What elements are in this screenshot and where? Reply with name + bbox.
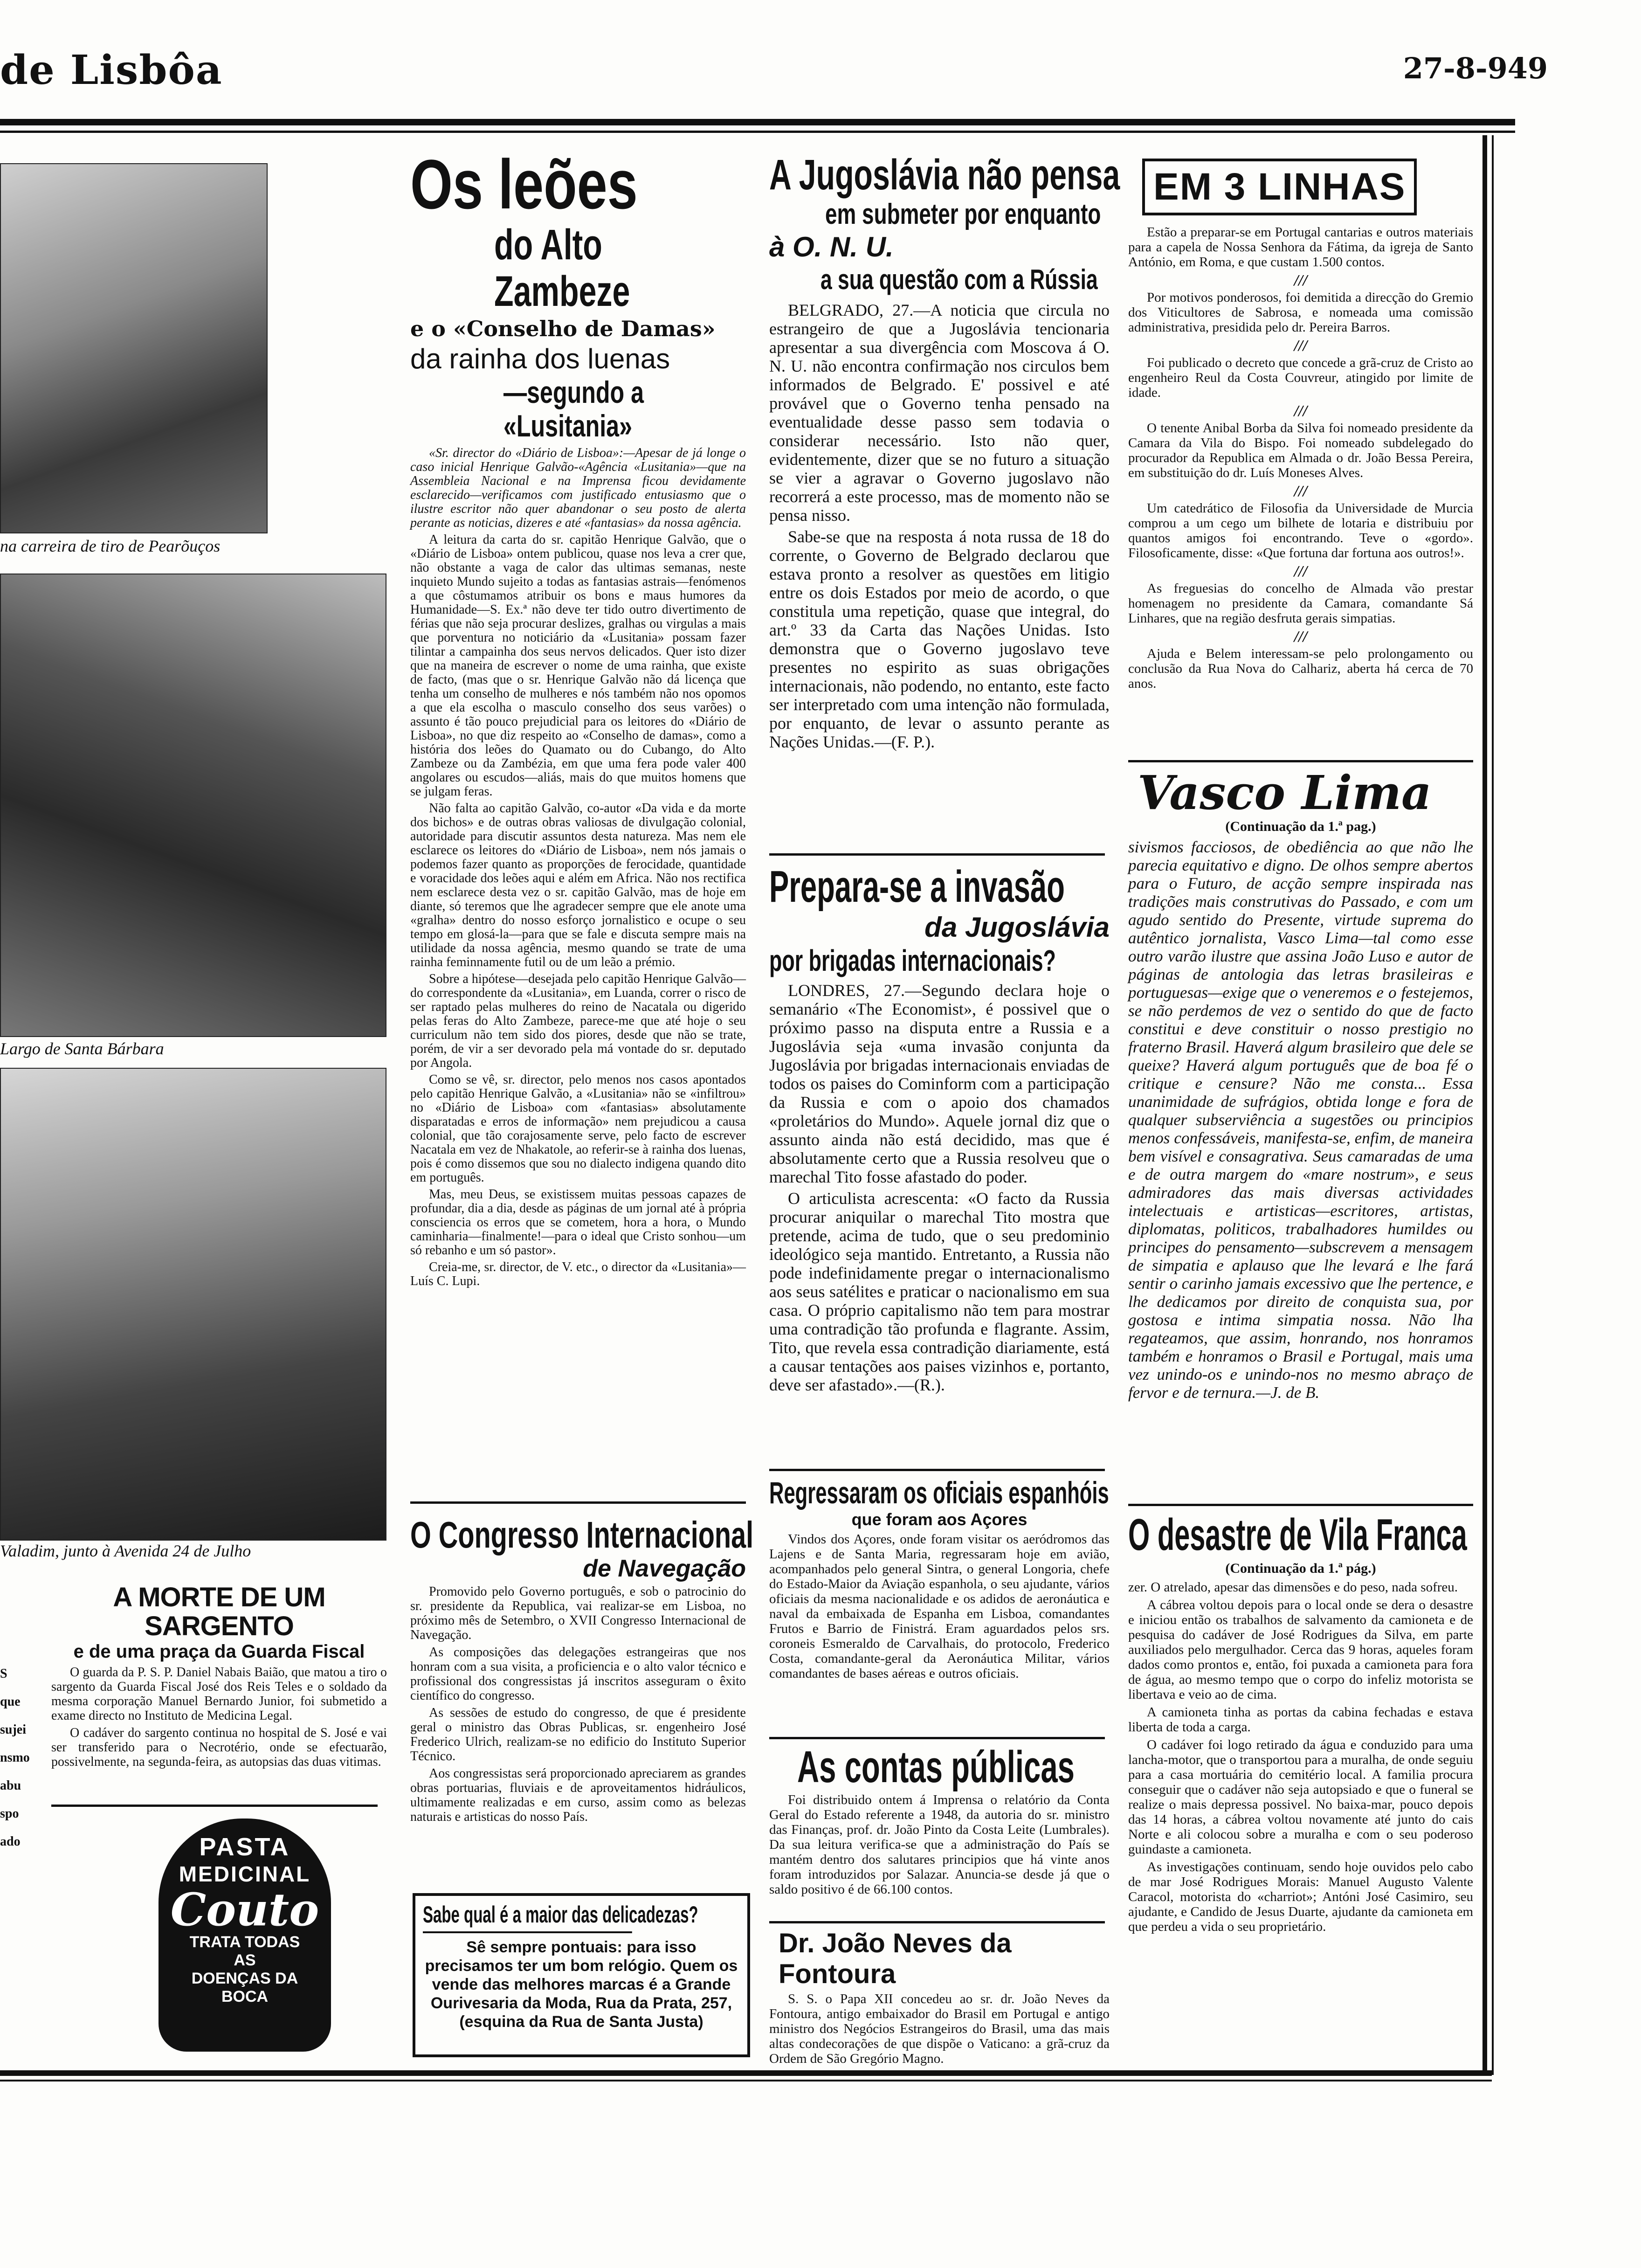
- masthead: de Lisbôa: [0, 47, 223, 94]
- leoes-p3: Não falta ao capitão Galvão, co-autor «Da vida e da morte dos bichos» e de outras obras valiosas de divulgação colonial, autoridade para discutir assuntos desta natureza. Mas nem ele esclarece os leitores do «Diário de Lisboa», nem nós jamais o podemos fazer quanto as proporções de ferocidade, quantidade e voracidade dos leões aqui e além em Africa. Não nos rectifica nem esclarece desta vez o sr. capitão Galvão, mas de hoje em diante, só teremos que lhe agradecer sempre que ele anote uma «gralha» dentro do nosso esforço jornalistico e ocupe o seu tempo em glosá-la—para que se fale e discuta sempre mais na utilidade da nossa agência, mesmo quando se trate de uma rainha feminnamente futil ou de um leão a prémio.: [410, 801, 746, 969]
- contas-p1: Foi distribuido ontem á Imprensa o relatório da Conta Geral do Estado referente a 1948, da autoria do sr. ministro das Finanças, prof. dr. João Pinto da Costa Leite (Lumbrales). Da sua leitura verifica-se que a administração do País se mantém dentro dos salutares principios que há vinte anos foram introduzidos por Salazar. Anuncia-se desde já que o saldo positivo é de 66.100 contos.: [769, 1792, 1110, 1897]
- ad-ourivesaria-text: Sê sempre pontuais: para isso precisamos ter um bom relógio. Quem os vende das melhores marcas é a Grande Ourivesaria da Moda, Rua da Prata, 257, (esquina da Rua de Santa Justa): [425, 1938, 738, 2031]
- photo-santa-barbara: [0, 574, 386, 1037]
- vasco-subtitle: (Continuação da 1.ª pag.): [1225, 819, 1376, 834]
- congresso-p4: Aos congressistas será proporcionado apreciarem as grandes obras portuarias, fluviais e de aproveitamentos hidráulicos, ultimamente realizadas e em curso, assim como as belezas naturais e artisticas do nosso País.: [410, 1766, 746, 1824]
- tres-linhas-sep-5: ///: [1294, 563, 1308, 580]
- sargento-subtitle: e de uma praça da Guarda Fiscal: [73, 1641, 365, 1662]
- tres-linhas-item-4: O tenente Anibal Borba da Silva foi nomeado presidente da Camara da Vila do Bispo. Foi nomeado subdelegado do procurador da Republica em Almada o dr. João Bessa Pereira, em substituição do dr. Luís Moneses Alves.: [1128, 421, 1473, 480]
- fontoura-title: Dr. João Neves da Fontoura: [779, 1928, 1012, 1989]
- photo-pedrouços: [0, 163, 268, 533]
- ad-couto-l3: Couto: [170, 1883, 319, 1936]
- vasco-rule: [1128, 1504, 1473, 1506]
- jugoslavia-sub1: em submeter por enquanto: [825, 198, 1101, 230]
- article-contas: [769, 1744, 1110, 1900]
- desastre-p4: O cadáver foi logo retirado da água e conduzido para uma lancha-motor, que o transportou para a muralha, de onde seguiu para a casa mortuária do cemitério local. A familia procura conseguir que o cadáver não seja autopsiado e que o funeral se realize o mais depressa possivel. No baixa-mar, pouco depois das 14 horas, a cábrea voltou novamente até junto do cais Norte e ali colocou sobre a muralha e com o seu poderoso guindaste a camioneta.: [1128, 1737, 1473, 1857]
- tres-linhas-item-5: Um catedrático de Filosofia da Universidade de Murcia comprou a um cego um bilhete de lotaria e distribuiu por quantos amigos foi encontrando. Teve o «gordo». Filosoficamente, disse: «Que fortuna dar fortuna aos outros!».: [1128, 501, 1473, 560]
- article-fontoura: [769, 1928, 1110, 2069]
- oficiais-rule: [769, 1737, 1105, 1739]
- leoes-p2: A leitura da carta do sr. capitão Henrique Galvão, que o «Diário de Lisboa» ontem publicou, quase nos leva a crer que, não obstante a vaga de calor das ultimas semanas, neste inquieto Mundo sujeito a todas as fantasias astrais—fenómenos a que côstumamos atribuir os bons e maus humores da Humanidade—S. Ex.ª não deve ter tido outro divertimento de férias que não seja procurar deslizes, gralhas ou virgulas a mais que porventura no noticiário da «Lusitania» possam fazer tilintar a campainha dos seus nervos delicados. Quer isto dizer que na maneira de escrever o nome de uma rainha, que existe de facto, (mas que o sr. Henrique Galvão não dá licença que tenha um conselho de mulheres e nós também não nos opomos a que ela escolha o masculo conselho dos seus varões) o assunto é tão pouco prejudicial para os leitores do «Diário de Lisboa», no que diz respeito ao «Conselho de damas», como a história dos leões do Quamato ou do Cubango, do Alto Zambeze ou da Zambézia, em que uma fera pode valer 400 angolares ou escudos—aliás, mais do que muitos homens que se julgam feras.: [410, 532, 746, 799]
- invasao-p2: O articulista acrescenta: «O facto da Russia procurar aniquilar o marechal Tito mostra que pretende, acima de tudo, que o seu predominio ideológico seja mantido. Entretanto, a Russia não pode indefinidamente pregar o internacionalismo aos seus satélites e praticar o nacionalismo em sua casa. O próprio capitalismo não tem para mostrar uma contradição tão profunda e flagrante. Assim, Tito, que revela essa contradição diariamente, está a causar tentações aos paises vizinhos e, portanto, deve ser afastado».—(R.).: [769, 1189, 1110, 1394]
- fontoura-p1: S. S. o Papa XII concedeu ao sr. dr. João Neves da Fontoura, antigo embaixador do Brasil em Portugal e antigo ministro dos Negócios Estrangeiros do Brasil, uma das mais altas condecorações de que dispõe o Vaticano: a grã-cruz da Ordem de São Gregório Magno.: [769, 1991, 1110, 2066]
- congresso-subtitle: de Navegação: [583, 1555, 746, 1582]
- jugoslavia-rule: [769, 853, 1105, 856]
- leoes-sub2: e o «Conselho de Damas»: [410, 316, 716, 341]
- desastre-p3: A camioneta tinha as portas da cabina fechadas e estava liberta de toda a carga.: [1128, 1705, 1473, 1735]
- article-desastre: [1128, 1511, 1473, 1937]
- leoes-rule: [410, 1501, 746, 1504]
- invasao-title: Prepara-se a invasão: [769, 862, 1065, 912]
- article-tres-linhas: [1128, 159, 1473, 694]
- tres-linhas-rule: [1128, 760, 1473, 762]
- header-rule-top: [0, 119, 1515, 125]
- oficiais-subtitle: que foram aos Açores: [851, 1510, 1027, 1529]
- jugoslavia-title: A Jugoslávia não pensa: [769, 151, 1120, 199]
- leoes-p4: Sobre a hipótese—desejada pelo capitão Henrique Galvão—do correspondente da «Lusitania», em Luanda, correr o risco de ser raptado pelas mulheres do reino de Nacatala ou digerido pelas feras do Alto Zambeze, parece-me que até hoje o seu curriculum não tem sido dos piores, desde que não se trate, porém, de vir a ser devorado pela má vontade do sr. deputado por Angola.: [410, 972, 746, 1070]
- jugoslavia-p1: BELGRADO, 27.—A noticia que circula no estrangeiro de que a Jugoslávia tencionaria apresentar a sua divergência com Moscova á O. N. U. não encontra confirmação nos circulos bem informados de Belgrado. E' possivel e até provável que o Governo tenha pensado na eventualidade desse passo sem todavia o considerar necessário. Isto não quer, evidentemente, dizer que se no futuro a situação se vier a agravar o Governo jugoslavo não recorrerá a este processo, mas de momento não se pensa nisso.: [769, 301, 1110, 525]
- desastre-subtitle: (Continuação da 1.ª pág.): [1225, 1561, 1376, 1576]
- tres-linhas-sep-4: ///: [1294, 483, 1308, 500]
- tres-linhas-item-6: As freguesias do concelho de Almada vão prestar homenagem no presidente da Camara, comandante Sá Linhares, que na região desfruta gerais simpatias.: [1128, 581, 1473, 626]
- congresso-title: O Congresso Internacional: [410, 1514, 754, 1556]
- tres-linhas-sep-1: ///: [1294, 272, 1308, 289]
- article-congresso: [410, 1514, 754, 1827]
- ad-pasta-couto: [159, 1819, 331, 2052]
- leoes-p5: Como se vê, sr. director, pelo menos nos casos apontados pelo capitão Henrique Galvão, a «Lusitania» não se «infiltrou» no «Diário de Lisboa» com «fantasias» absolutamente disparatadas e erros de informação» nem prejudicou a causa colonial, que tão corajosamente serve, pelo facto de escrever Nacatala em vez de Nhakatole, ao referir-se à rainha dos luenas, pois é como dissemos que sou no dialecto indigena quando dito em português.: [410, 1072, 746, 1185]
- jugoslavia-p2: Sabe-se que na resposta á nota russa de 18 do corrente, o Governo de Belgrado declarou que estava pronto a resolver as questões em litigio entre os dois Estados por meio de acordo, o que constitula uma repetição, quase que integral, do art.º 33 da Carta das Nações Unidas. Isto demonstra que o Governo jugoslavo teve presentes no espirito as suas obrigações internacionais, não podendo, no entanto, este facto ser interpretado com uma intenção não formulada, por enquanto, de levar o assunto perante as Nações Unidas.—(F. P.).: [769, 527, 1110, 751]
- leoes-p7: Creia-me, sr. director, de V. etc., o director da «Lusitania»—Luís C. Lupi.: [410, 1260, 746, 1288]
- congresso-p3: As sessões de estudo do congresso, de que é presidente geral o ministro das Obras Publicas, sr. engenheiro José Frederico Ulrich, realizam-se no edificio do Instituto Superior Técnico.: [410, 1706, 746, 1763]
- oficiais-title: Regressaram os oficiais espanhóis: [769, 1475, 1109, 1510]
- ad-couto-l1: PASTA: [199, 1833, 290, 1861]
- article-sargento: [51, 1583, 387, 1772]
- sargento-p1: O guarda da P. S. P. Daniel Nabais Baião, que matou a tiro o sargento da Guarda Fiscal José dos Reis Teles e o soldado da mesma corporação Manuel Bernardo Junior, foi submetido a exame directo no Instituto de Medicina Legal.: [51, 1665, 387, 1723]
- photo-caption-2: Largo de Santa Bárbara: [0, 1039, 164, 1058]
- invasao-sub1: da Jugoslávia: [924, 912, 1110, 943]
- leoes-sub3: da rainha dos luenas: [410, 343, 670, 374]
- vasco-title: Vasco Lima: [1138, 765, 1432, 820]
- tres-linhas-sep-3: ///: [1294, 402, 1308, 420]
- article-leoes: [410, 147, 746, 1291]
- tres-linhas-sep-2: ///: [1294, 337, 1308, 354]
- photo-caption-3: Valadim, junto à Avenida 24 de Julho: [0, 1542, 251, 1560]
- ad-ourivesaria-title: Sabe qual é a maior das delicadezas?: [423, 1901, 632, 1933]
- tres-linhas-sep-6: ///: [1294, 628, 1308, 645]
- tres-linhas-item-2: Por motivos ponderosos, foi demitida a direcção do Gremio dos Viticultores de Sabrosa, e nomeada uma comissão administrativa, presidida pelo dr. Pereira Barros.: [1128, 290, 1473, 335]
- tres-linhas-item-1: Estão a preparar-se em Portugal cantarias e outros materiais para a capela de Nossa Senhora da Fátima, da igreja de Santo António, em Roma, e que custam 1.500 contos.: [1128, 225, 1473, 270]
- invasao-p1: LONDRES, 27.—Segundo declara hoje o semanário «The Economist», é possivel que o próximo passo na disputa entre a Russia e a Jugoslávia seja «uma invasão conjunta da Jugoslávia por brigadas internacionais enviadas de todos os paises do Cominform com a participação da Russia e com o apoio dos chamados «proletários do Mundo». Aquele jornal diz que o assunto ainda não está decidido, mas que é absolutamente certo que a Russia resolveu que o marechal Tito fosse afastado do poder.: [769, 981, 1110, 1186]
- leoes-p1: «Sr. director do «Diário de Lisboa»:—Apesar de já longe o caso inicial Henrique Galvão-«Agência «Lusitania»—que na Assembleia Nacional e na Imprensa ficou devidamente esclarecido—verificamos com justificado entusiasmo que o ilustre escritor não quer abandonar o seu posto de alerta perante as noticias, dizeres e até «fantasias» da nossa agência.: [410, 446, 746, 530]
- tres-linhas-title: EM 3 LINHAS: [1142, 159, 1417, 215]
- tres-linhas-item-3: Foi publicado o decreto que concede a grã-cruz de Cristo ao engenheiro Reul da Costa Couvreur, atingido por limite de idade.: [1128, 355, 1473, 400]
- invasao-sub2: por brigadas internacionais?: [769, 944, 1056, 977]
- leoes-sub1: do Alto Zambeze: [494, 221, 630, 315]
- congresso-p1: Promovido pelo Governo português, e sob o patrocinio do sr. presidente da Republica, vai realizar-se em Lisboa, no próximo mês de Setembro, o XVII Congresso Internacional de Navegação.: [410, 1584, 746, 1642]
- article-oficiais: [769, 1476, 1110, 1684]
- ad-couto-l7: BOCA: [221, 1988, 269, 2005]
- issue-date: 27-8-949: [1403, 51, 1548, 85]
- vasco-p1: sivismos facciosos, de obediência ao que não lhe parecia equitativo e digno. De olhos sempre abertos para o Futuro, de acção sempre inspirada nas tradições mais construtivas do Passado, e com um agudo sentido do Presente, virtude suprema do autêntico jornalista, Vasco Lima—tal como esse outro varão ilustre que assina João Luso e autor de páginas de antologia das letras brasileiras e portuguesas—exige que o veneremos e o festejemos, se não perdemos de vez o sentido do que de facto constitui e deve constituir o nosso prestigio no fraterno Brasil. Haverá algum brasileiro que dele se queixe? Haverá algum português que de boa fé o critique e censure? Não me consta... Essa unanimidade de sufrágios, obtida longe e fora de qualquer subserviência a sugestões ou principios menos confessáveis, manifesta-se, enfim, de maneira bem visível e consagrativa. Seus camaradas de uma e de outra margem do «mare nostrum», e seus admiradores das mais diversas actividades intelectuais e artisticas—escritores, artistas, diplomatas, politicos, trabalhadores humildes ou principes do pensamento—subscrevem a mensagem de simpatia e aplauso que lhe levará e lhe fará sentir o carinho jamais excessivo que lhe pertence, e lhe dedicamos por direito de conquista sua, por gostosa e intima simpatia nossa. Não lha regateamos, que assim, honrando, nos honramos também e honramos o Brasil e Portugal, mais uma vez unindo-os e unindo-nos no mesmo abraço de fervor e de ternura.—J. de B.: [1128, 838, 1473, 1402]
- desastre-title: O desastre de Vila Franca: [1128, 1510, 1467, 1560]
- ad-couto-l5: AS: [234, 1951, 256, 1969]
- ad-ourivesaria: [413, 1893, 750, 2057]
- sargento-p2: O cadáver do sargento continua no hospital de S. José e vai ser transferido para o Necrotério, onde se efectuarão, possivelmente, na segunda-feira, as autopsias das duas vitimas.: [51, 1726, 387, 1769]
- right-edge-rule-thin: [1492, 135, 1494, 2075]
- oficiais-p1: Vindos dos Açores, onde foram visitar os aeródromos das Lajens e de Santa Maria, regressaram hoje em avião, acompanhados pelo general Sintra, o general Longoria, chefe do Estado-Maior da Aviação espanhola, o seu ajudante, vários oficiais da mesma nacionalidade e os adidos de aeronáutica e naval da embaixada de Espanha em Lisboa, comandantes Frutos e Barrio de Finistrá. Eram aguardados pelos srs. coroneis Esmeraldo de Carvalhais, do protocolo, Frederico Costa, comandante-geral da Aeronáutica Militar, vários comandantes de bases aéreas e outros oficiais.: [769, 1532, 1110, 1681]
- leoes-sub4: —segundo a «Lusitania»: [503, 375, 644, 443]
- header-rule-bottom: [0, 131, 1515, 133]
- article-jugoslavia: [769, 151, 1120, 754]
- ad-couto-l6: DOENÇAS DA: [191, 1970, 298, 1987]
- photo-valadim: [0, 1068, 386, 1541]
- photo-caption-1: na carreira de tiro de Pearõuços: [0, 537, 221, 555]
- edge-fragments: S que sujei nsmo abu spo ado: [0, 1666, 30, 1849]
- jugoslavia-sub2: à O. N. U.: [769, 231, 894, 263]
- leoes-title: Os leões: [410, 145, 638, 223]
- ad-couto-l2: MEDICINAL: [179, 1862, 311, 1886]
- invasao-rule: [769, 1469, 1105, 1471]
- sargento-title: A MORTE DE UM SARGENTO: [113, 1582, 325, 1641]
- contas-title: As contas públicas: [797, 1742, 1075, 1792]
- jugoslavia-sub3: a sua questão com a Rússia: [820, 264, 1098, 295]
- contas-rule: [769, 1921, 1105, 1923]
- bottom-rule-thin: [0, 2080, 1492, 2081]
- tres-linhas-item-7: Ajuda e Belem interessam-se pelo prolongamento ou conclusão da Rua Nova do Calhariz, aberta há cerca de 70 anos.: [1128, 646, 1473, 691]
- bottom-rule: [0, 2070, 1492, 2076]
- article-vasco-lima: [1128, 767, 1473, 1404]
- right-edge-rule: [1482, 135, 1487, 2075]
- leoes-p6: Mas, meu Deus, se existissem muitas pessoas capazes de profundar, dia a dia, desde as páginas de um jornal até à própria consciencia os erros que se cometem, hora a hora, o Mundo caminharia—finalmente!—para o ideal que Cristo sonhou—um só rebanho e um só pastor».: [410, 1187, 746, 1258]
- desastre-p5: As investigações continuam, sendo hoje ouvidos pelo cabo de mar José Rodrigues Morais: Manuel Augusto Valente Caracol, motorista do «charriot»; Antóni José Casimiro, seu ajudante, e Candido de Jesus Duarte, ajudante da camioneta em que perdeu a vida o seu proprietário.: [1128, 1860, 1473, 1934]
- sargento-rule: [51, 1805, 378, 1807]
- ad-couto-l4: TRATA TODAS: [189, 1933, 300, 1951]
- desastre-p2: A cábrea voltou depois para o local onde se dera o desastre e iniciou então os trabalhos de salvamento da camioneta e de pesquisa do cadáver de José Rodrigues da Silva, em parte auxiliados pelo mergulhador. Cerca das 9 horas, aqueles foram dados como prontos e, então, foi puxada a camioneta para fora de água, ao mesmo tempo que o corpo do infeliz motorista se libertava e veio ao de cima.: [1128, 1597, 1473, 1702]
- congresso-p2: As composições das delegações estrangeiras que nos honram com a sua visita, a proficiencia e o alto valor técnico e profissional dos congressistas já inscritos asseguram o êxito científico do congresso.: [410, 1645, 746, 1703]
- desastre-p1: zer. O atrelado, apesar das dimensões e do peso, nada sofreu.: [1128, 1580, 1458, 1595]
- article-invasao: [769, 863, 1110, 1397]
